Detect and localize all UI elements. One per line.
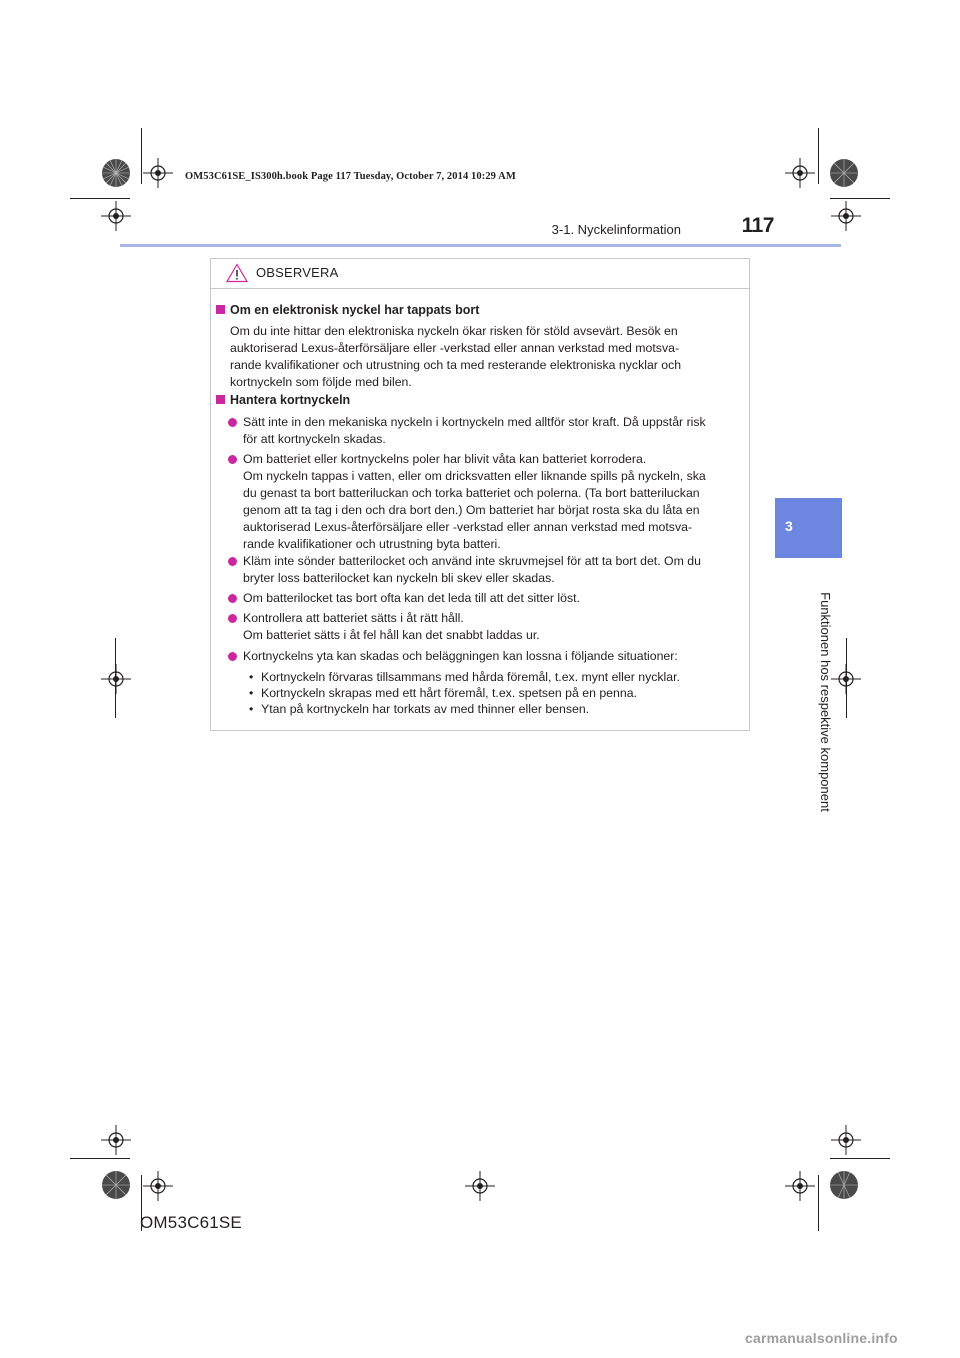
crosshair-target-icon — [465, 1171, 495, 1201]
crosshair-target-icon — [101, 664, 131, 694]
crosshair-target-icon — [831, 201, 861, 231]
crosshair-target-icon — [143, 1171, 173, 1201]
caution-header — [211, 259, 749, 289]
square-bullet-icon — [216, 395, 225, 404]
sub-list-item: • Kortnyckeln skrapas med ett hårt föremål, t.ex. spetsen på en penna. — [249, 686, 637, 700]
chapter-tab[interactable] — [775, 498, 842, 558]
model-code: OM53C61SE — [140, 1213, 242, 1232]
crosshair-target-icon — [831, 1125, 861, 1155]
chapter-label: Funktionen hos respektive komponent — [818, 592, 833, 812]
crosshair-target-icon — [785, 1171, 815, 1201]
caution-box: OBSERVERA Om en elektronisk nyckel har tappats bort Om du inte hittar den elektroniska nyckeln ökar risken för stöld avsevärt. Besök en auktoriserad Lexus-återförsäljare eller -verkstad eller annan verkstad med motsva- rande kvalifikationer och utrustning och ta med resterande elektroniska nycklar och kortnyckeln som följde med bilen. Hantera kortnyckeln Sätt inte in den mekaniska nyckeln i kortnyckeln med alltför stor kraft. Då uppstår risk för att kortnyckeln skadas. Om batteriet eller kortnyckelns poler har blivit våta kan batteriet korrodera. Om nyckeln tappas i vatten, eller om dricksvatten eller liknande spills på nyckeln, ska du genast ta bort batteriluckan och torka batteriet och polerna. (Ta bort batteriluckan genom att ta tag i den och dra bort den.) Om batteriet har börjat rosta ska du låta en auktoriserad Lexus-återförsäljare eller -verkstad eller annan verkstad med motsva- rande kvalifikationer och utrustning byta batteri. Kläm inte sönder batterilocket och använd inte skruvmejsel för att ta bort det. Om du bryter loss batterilocket kan nyckeln bli skev eller skadas. Om batterilocket tas bort ofta kan det leda till att det sitter löst. Kontrollera att batteriet sätts i åt rätt håll. Om batteriet sätts i åt fel håll kan det snabbt laddas ur. Kortnyckelns yta kan skadas och beläggningen kan lossna i följande situationer: • Kortnyckeln förvaras tillsammans med hårda föremål, t.ex. mynt eller nycklar. • Kortnyckeln skrapas med ett hårt föremål, t.ex. spetsen på en penna. • Ytan på kortnyckeln har torkats av med thinner eller bensen. — [210, 258, 750, 731]
round-bullet-icon — [228, 455, 237, 464]
registration-starburst-icon — [829, 158, 859, 188]
round-bullet-icon — [228, 557, 237, 566]
crosshair-target-icon — [143, 158, 173, 188]
caution-title: OBSERVERA — [256, 265, 339, 280]
chapter-number: 3 — [785, 518, 793, 534]
book-info-line: OM53C61SE_IS300h.book Page 117 Tuesday, October 7, 2014 10:29 AM — [185, 171, 516, 182]
header-rule — [120, 244, 841, 247]
round-bullet-icon — [228, 652, 237, 661]
warning-triangle-icon — [226, 263, 248, 283]
crosshair-target-icon — [101, 1125, 131, 1155]
registration-starburst-icon — [101, 1170, 131, 1200]
registration-starburst-icon — [101, 158, 131, 188]
round-bullet-icon — [228, 594, 237, 603]
square-bullet-icon — [216, 305, 225, 314]
registration-starburst-icon — [829, 1170, 859, 1200]
section-title: 3-1. Nyckelinformation — [551, 222, 681, 237]
section-heading: Hantera kortnyckeln — [216, 393, 350, 407]
crosshair-target-icon — [101, 201, 131, 231]
round-bullet-icon — [228, 614, 237, 623]
section-paragraph: Om du inte hittar den elektroniska nyckeln ökar risken för stöld avsevärt. Besök en auktoriserad Lexus-återförsäljare eller -verkstad eller annan verkstad med motsva- rande kvalifikationer och utrustning och ta med resterande elektroniska nycklar och kortnyckeln som följde med bilen. — [230, 324, 682, 389]
sub-list-item: • Kortnyckeln förvaras tillsammans med hårda föremål, t.ex. mynt eller nycklar. — [249, 670, 680, 684]
round-bullet-icon — [228, 418, 237, 427]
crosshair-target-icon — [785, 158, 815, 188]
page-number: 117 — [741, 214, 774, 237]
watermark: carmanualsonline.info — [745, 1330, 898, 1346]
sub-list-item: • Ytan på kortnyckeln har torkats av med thinner eller bensen. — [249, 702, 590, 716]
section-heading: Om en elektronisk nyckel har tappats bort — [216, 303, 479, 317]
